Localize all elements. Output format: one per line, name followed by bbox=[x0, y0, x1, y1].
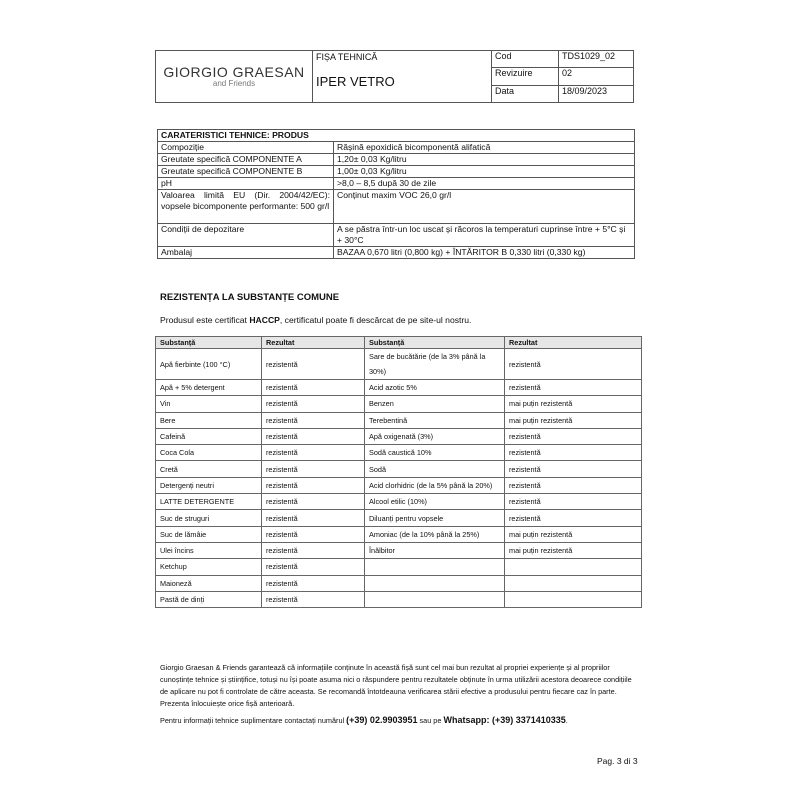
table-row bbox=[156, 575, 642, 591]
substance-cell: Coca Cola bbox=[156, 445, 262, 461]
result-cell: rezistentă bbox=[262, 542, 365, 558]
result-cell: rezistentă bbox=[505, 349, 642, 380]
disclaimer-line: Prezenta înlocuiește orice fișă anterioară. bbox=[160, 699, 295, 708]
company-logo-subtitle: and Friends bbox=[212, 79, 256, 88]
resistance-rows bbox=[156, 349, 642, 608]
company-logo: GIORGIO GRAESAN bbox=[163, 64, 305, 80]
table-row bbox=[156, 591, 642, 607]
result-cell: rezistentă bbox=[505, 380, 642, 396]
char-label: Greutate specifică COMPONENTE B bbox=[158, 166, 334, 178]
table-row bbox=[156, 349, 642, 380]
result-cell: rezistentă bbox=[262, 461, 365, 477]
substance-cell: Diluanți pentru vopsele bbox=[365, 510, 505, 526]
char-value: 1,00± 0,03 Kg/litru bbox=[334, 166, 635, 178]
substance-cell bbox=[365, 575, 505, 591]
substance-cell: Ulei încins bbox=[156, 542, 262, 558]
col-header: Rezultat bbox=[262, 337, 365, 349]
result-cell: rezistentă bbox=[262, 428, 365, 444]
field-value: 02 bbox=[559, 68, 634, 85]
substance-cell: Apă fierbinte (100 °C) bbox=[156, 349, 262, 380]
char-label: Greutate specifică COMPONENTE A bbox=[158, 154, 334, 166]
result-cell: mai puțin rezistentă bbox=[505, 396, 642, 412]
disclaimer-line: cunoștințe tehnice și științifice, totuși nu își poate asuma nici o răspundere pentru rezultatele obținute în urma utilizării acestora deoarece condițiile bbox=[160, 675, 632, 684]
substance-cell: Sodă caustică 10% bbox=[365, 445, 505, 461]
substance-cell: Terebentină bbox=[365, 412, 505, 428]
result-cell: rezistentă bbox=[505, 428, 642, 444]
result-cell: rezistentă bbox=[262, 349, 365, 380]
disclaimer bbox=[160, 662, 642, 710]
result-cell: rezistentă bbox=[262, 575, 365, 591]
substance-cell: LATTE DETERGENTE bbox=[156, 494, 262, 510]
product-name: IPER VETRO bbox=[316, 74, 395, 89]
result-cell bbox=[505, 559, 642, 575]
result-cell: rezistentă bbox=[262, 591, 365, 607]
table-row bbox=[156, 510, 642, 526]
disclaimer-line: de aplicare nu pot fi controlate de către aceasta. Se recomandă întotdeauna verificarea stării efective a produsului pentru fiecare caz în parte. bbox=[160, 687, 617, 696]
result-cell bbox=[505, 575, 642, 591]
substance-cell: Acid azotic 5% bbox=[365, 380, 505, 396]
resistance-title: REZISTENȚA LA SUBSTANȚE COMUNE bbox=[160, 292, 340, 303]
substance-cell bbox=[365, 591, 505, 607]
substance-cell: Maioneză bbox=[156, 575, 262, 591]
contact-text: sau pe bbox=[417, 716, 444, 725]
result-cell: rezistentă bbox=[262, 526, 365, 542]
table-row bbox=[156, 445, 642, 461]
field-label: Data bbox=[492, 85, 559, 102]
result-cell: rezistentă bbox=[505, 494, 642, 510]
char-label: Condiții de depozitare bbox=[158, 224, 334, 247]
substance-cell: Detergenți neutri bbox=[156, 477, 262, 493]
table-row bbox=[156, 494, 642, 510]
result-cell: rezistentă bbox=[262, 380, 365, 396]
field-value: 18/09/2023 bbox=[559, 85, 634, 102]
page-number: Pag. 3 di 3 bbox=[597, 756, 638, 766]
char-label: Valoarea limită EU (Dir. 2004/42/EC): vopsele bicomponente performante: 500 gr/l bbox=[158, 190, 334, 224]
substance-cell: Acid clorhidric (de la 5% până la 20%) bbox=[365, 477, 505, 493]
table-row bbox=[156, 396, 642, 412]
contact-line bbox=[160, 715, 568, 725]
char-value: Conținut maxim VOC 26,0 gr/l bbox=[334, 190, 635, 224]
cert-text: Produsul este certificat bbox=[160, 315, 250, 325]
table-row bbox=[156, 526, 642, 542]
substance-cell: Apă + 5% detergent bbox=[156, 380, 262, 396]
char-label: Ambalaj bbox=[158, 247, 334, 259]
substance-cell: Suc de lămâie bbox=[156, 526, 262, 542]
cert-text: , certificatul poate fi descărcat de pe site-ul nostru. bbox=[279, 315, 472, 325]
result-cell: mai puțin rezistentă bbox=[505, 412, 642, 428]
phone-number: (+39) 02.9903951 bbox=[346, 715, 418, 725]
char-label: pH bbox=[158, 178, 334, 190]
table-row bbox=[156, 380, 642, 396]
result-cell: rezistentă bbox=[262, 445, 365, 461]
result-cell: rezistentă bbox=[262, 510, 365, 526]
whatsapp-number: Whatsapp: (+39) 3371410335 bbox=[443, 715, 566, 725]
doc-type: FIȘA TEHNICĂ bbox=[316, 52, 378, 62]
substance-cell: Înălbitor bbox=[365, 542, 505, 558]
characteristics-table bbox=[157, 129, 635, 259]
logo-cell bbox=[156, 51, 313, 103]
result-cell bbox=[505, 591, 642, 607]
substance-cell: Ketchup bbox=[156, 559, 262, 575]
certification-note bbox=[160, 315, 471, 325]
table-row bbox=[156, 428, 642, 444]
table-row bbox=[156, 477, 642, 493]
substance-cell: Bere bbox=[156, 412, 262, 428]
table-row bbox=[156, 559, 642, 575]
substance-cell: Pastă de dinți bbox=[156, 591, 262, 607]
result-cell: rezistentă bbox=[262, 559, 365, 575]
col-header: Rezultat bbox=[505, 337, 642, 349]
result-cell: mai puțin rezistentă bbox=[505, 526, 642, 542]
resistance-table bbox=[155, 336, 642, 608]
result-cell: rezistentă bbox=[262, 494, 365, 510]
field-label: Cod bbox=[492, 51, 559, 68]
substance-cell: Amoniac (de la 10% până la 25%) bbox=[365, 526, 505, 542]
result-cell: mai puțin rezistentă bbox=[505, 542, 642, 558]
field-label: Revizuire bbox=[492, 68, 559, 85]
result-cell: rezistentă bbox=[262, 477, 365, 493]
result-cell: rezistentă bbox=[505, 477, 642, 493]
field-value: TDS1029_02 bbox=[559, 51, 634, 68]
result-cell: rezistentă bbox=[505, 461, 642, 477]
substance-cell: Cafeină bbox=[156, 428, 262, 444]
document-header bbox=[155, 50, 634, 103]
table-row bbox=[156, 461, 642, 477]
substance-cell: Cretă bbox=[156, 461, 262, 477]
char-label: Compoziție bbox=[158, 142, 334, 154]
result-cell: rezistentă bbox=[505, 510, 642, 526]
contact-text: Pentru informații tehnice suplimentare contactați numărul bbox=[160, 716, 347, 725]
substance-cell: Vin bbox=[156, 396, 262, 412]
substance-cell: Benzen bbox=[365, 396, 505, 412]
result-cell: rezistentă bbox=[262, 396, 365, 412]
table-row bbox=[156, 542, 642, 558]
col-header: Substanță bbox=[156, 337, 262, 349]
char-value: BAZAA 0,670 litri (0,800 kg) + ÎNTĂRITOR B 0,330 litri (0,330 kg) bbox=[334, 247, 635, 259]
substance-cell: Alcool etilic (10%) bbox=[365, 494, 505, 510]
char-value: 1,20± 0,03 Kg/litru bbox=[334, 154, 635, 166]
char-value: A se păstra într-un loc uscat și răcoros la temperaturi cuprinse între + 5°C și + 30°C bbox=[334, 224, 635, 247]
table-row bbox=[156, 412, 642, 428]
substance-cell: Apă oxigenată (3%) bbox=[365, 428, 505, 444]
characteristics-title: CARATERISTICI TEHNICE: PRODUS bbox=[158, 130, 635, 142]
char-value: >8,0 – 8,5 după 30 de zile bbox=[334, 178, 635, 190]
cert-haccp: HACCP bbox=[249, 315, 280, 325]
title-cell bbox=[313, 51, 492, 103]
col-header: Substanță bbox=[365, 337, 505, 349]
disclaimer-line: Giorgio Graesan & Friends garantează că informațiile conținute în această fișă sunt cel mai bun rezultat al propriei experiențe și al propriilor bbox=[160, 663, 610, 672]
substance-cell: Suc de struguri bbox=[156, 510, 262, 526]
result-cell: rezistentă bbox=[505, 445, 642, 461]
contact-text: . bbox=[565, 716, 568, 725]
substance-cell: Sodă bbox=[365, 461, 505, 477]
substance-cell: Sare de bucătărie (de la 3% până la 30%) bbox=[365, 349, 505, 380]
result-cell: rezistentă bbox=[262, 412, 365, 428]
substance-cell bbox=[365, 559, 505, 575]
char-value: Rășină epoxidică bicomponentă alifatică bbox=[334, 142, 635, 154]
